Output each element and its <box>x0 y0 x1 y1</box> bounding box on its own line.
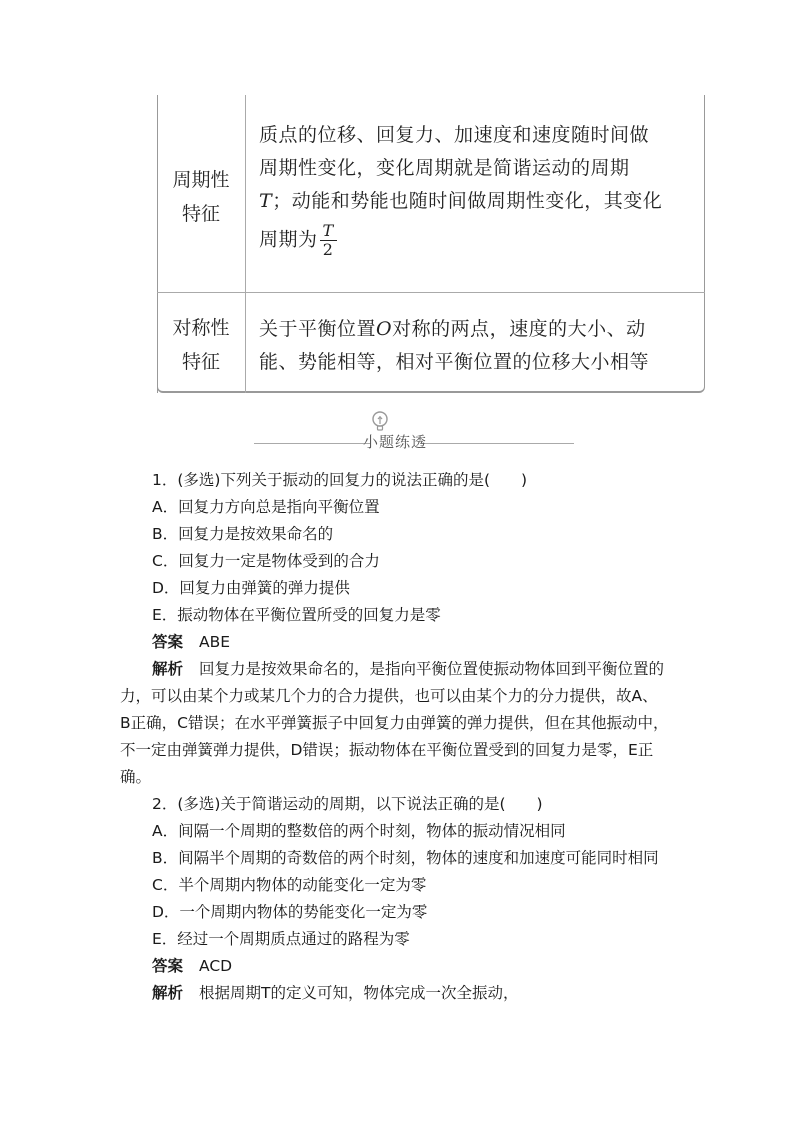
question-stem: 2．(多选)关于简谐运动的周期，以下说法正确的是( ) <box>152 795 543 813</box>
analysis-label: 解析 <box>152 660 184 678</box>
analysis-line: 不一定由弹簧弹力提供，D错误；振动物体在平衡位置受到的回复力是零，E正 <box>120 741 654 759</box>
row-label-symmetry: 对称性 特征 <box>172 317 230 373</box>
option-b: B．回复力是按效果命名的 <box>152 525 334 543</box>
option-b: B．间隔半个周期的奇数倍的两个时刻，物体的速度和加速度可能同时相同 <box>152 849 659 867</box>
body-line: 能、势能相等，相对平衡位置的位移大小相等 <box>259 351 650 373</box>
option-a: A．间隔一个周期的整数倍的两个时刻，物体的振动情况相同 <box>152 822 566 840</box>
fraction-t-over-2: $\frac{T}{2}$ <box>320 222 337 259</box>
row-body-periodicity <box>259 119 695 259</box>
analysis-line: 解析 根据周期T的定义可知，物体完成一次全振动， <box>152 984 519 1002</box>
answer-line <box>152 956 232 976</box>
point-symbol: O <box>376 318 393 340</box>
option-d: D．回复力由弹簧的弹力提供 <box>152 579 350 597</box>
option-e: E．经过一个周期质点通过的路程为零 <box>152 930 410 948</box>
summary-table <box>157 95 705 393</box>
answer-label: 答案 <box>152 957 184 975</box>
body-line: 周期性变化，变化周期就是简谐运动的周期 <box>259 157 630 179</box>
table-column-divider <box>245 95 246 393</box>
period-symbol: T <box>259 190 273 212</box>
analysis-line: 确。 <box>120 768 152 786</box>
section-title: 小题练透 <box>362 433 427 451</box>
option-a: A．回复力方向总是指向平衡位置 <box>152 498 380 516</box>
body-line: 周期为 $\frac{T}{2}$ <box>259 222 695 259</box>
analysis-line: 力，可以由某个力或某几个力的合力提供，也可以由某个力的分力提供，故A、 <box>120 687 658 705</box>
row-label-periodicity: 周期性 特征 <box>172 169 230 225</box>
answer-line <box>152 632 230 652</box>
row-body-symmetry <box>259 313 695 379</box>
body-line: T；动能和势能也随时间做周期性变化，其变化 <box>259 190 663 212</box>
analysis-line: B正确，C错误；在水平弹簧振子中回复力由弹簧的弹力提供，但在其他振动中， <box>120 714 669 732</box>
answer-value: ACD <box>199 957 233 975</box>
answer-label: 答案 <box>152 633 184 651</box>
table-border <box>704 95 705 387</box>
lightbulb-icon <box>369 410 391 432</box>
option-e: E．振动物体在平衡位置所受的回复力是零 <box>152 606 441 624</box>
table-bottom-border <box>157 387 705 393</box>
option-d: D．一个周期内物体的势能变化一定为零 <box>152 903 428 921</box>
body-line: 质点的位移、回复力、加速度和速度随时间做 <box>259 124 650 146</box>
analysis-line: 解析 回复力是按效果命名的，是指向平衡位置使振动物体回到平衡位置的 <box>152 660 665 678</box>
analysis-label: 解析 <box>152 984 184 1002</box>
question-stem: 1．(多选)下列关于振动的回复力的说法正确的是( ) <box>152 471 528 489</box>
option-c: C．回复力一定是物体受到的合力 <box>152 552 380 570</box>
answer-value: ABE <box>199 633 231 651</box>
body-line: 关于平衡位置O对称的两点，速度的大小、动 <box>259 318 646 340</box>
table-row-divider <box>157 292 705 293</box>
option-c: C．半个周期内物体的动能变化一定为零 <box>152 876 427 894</box>
